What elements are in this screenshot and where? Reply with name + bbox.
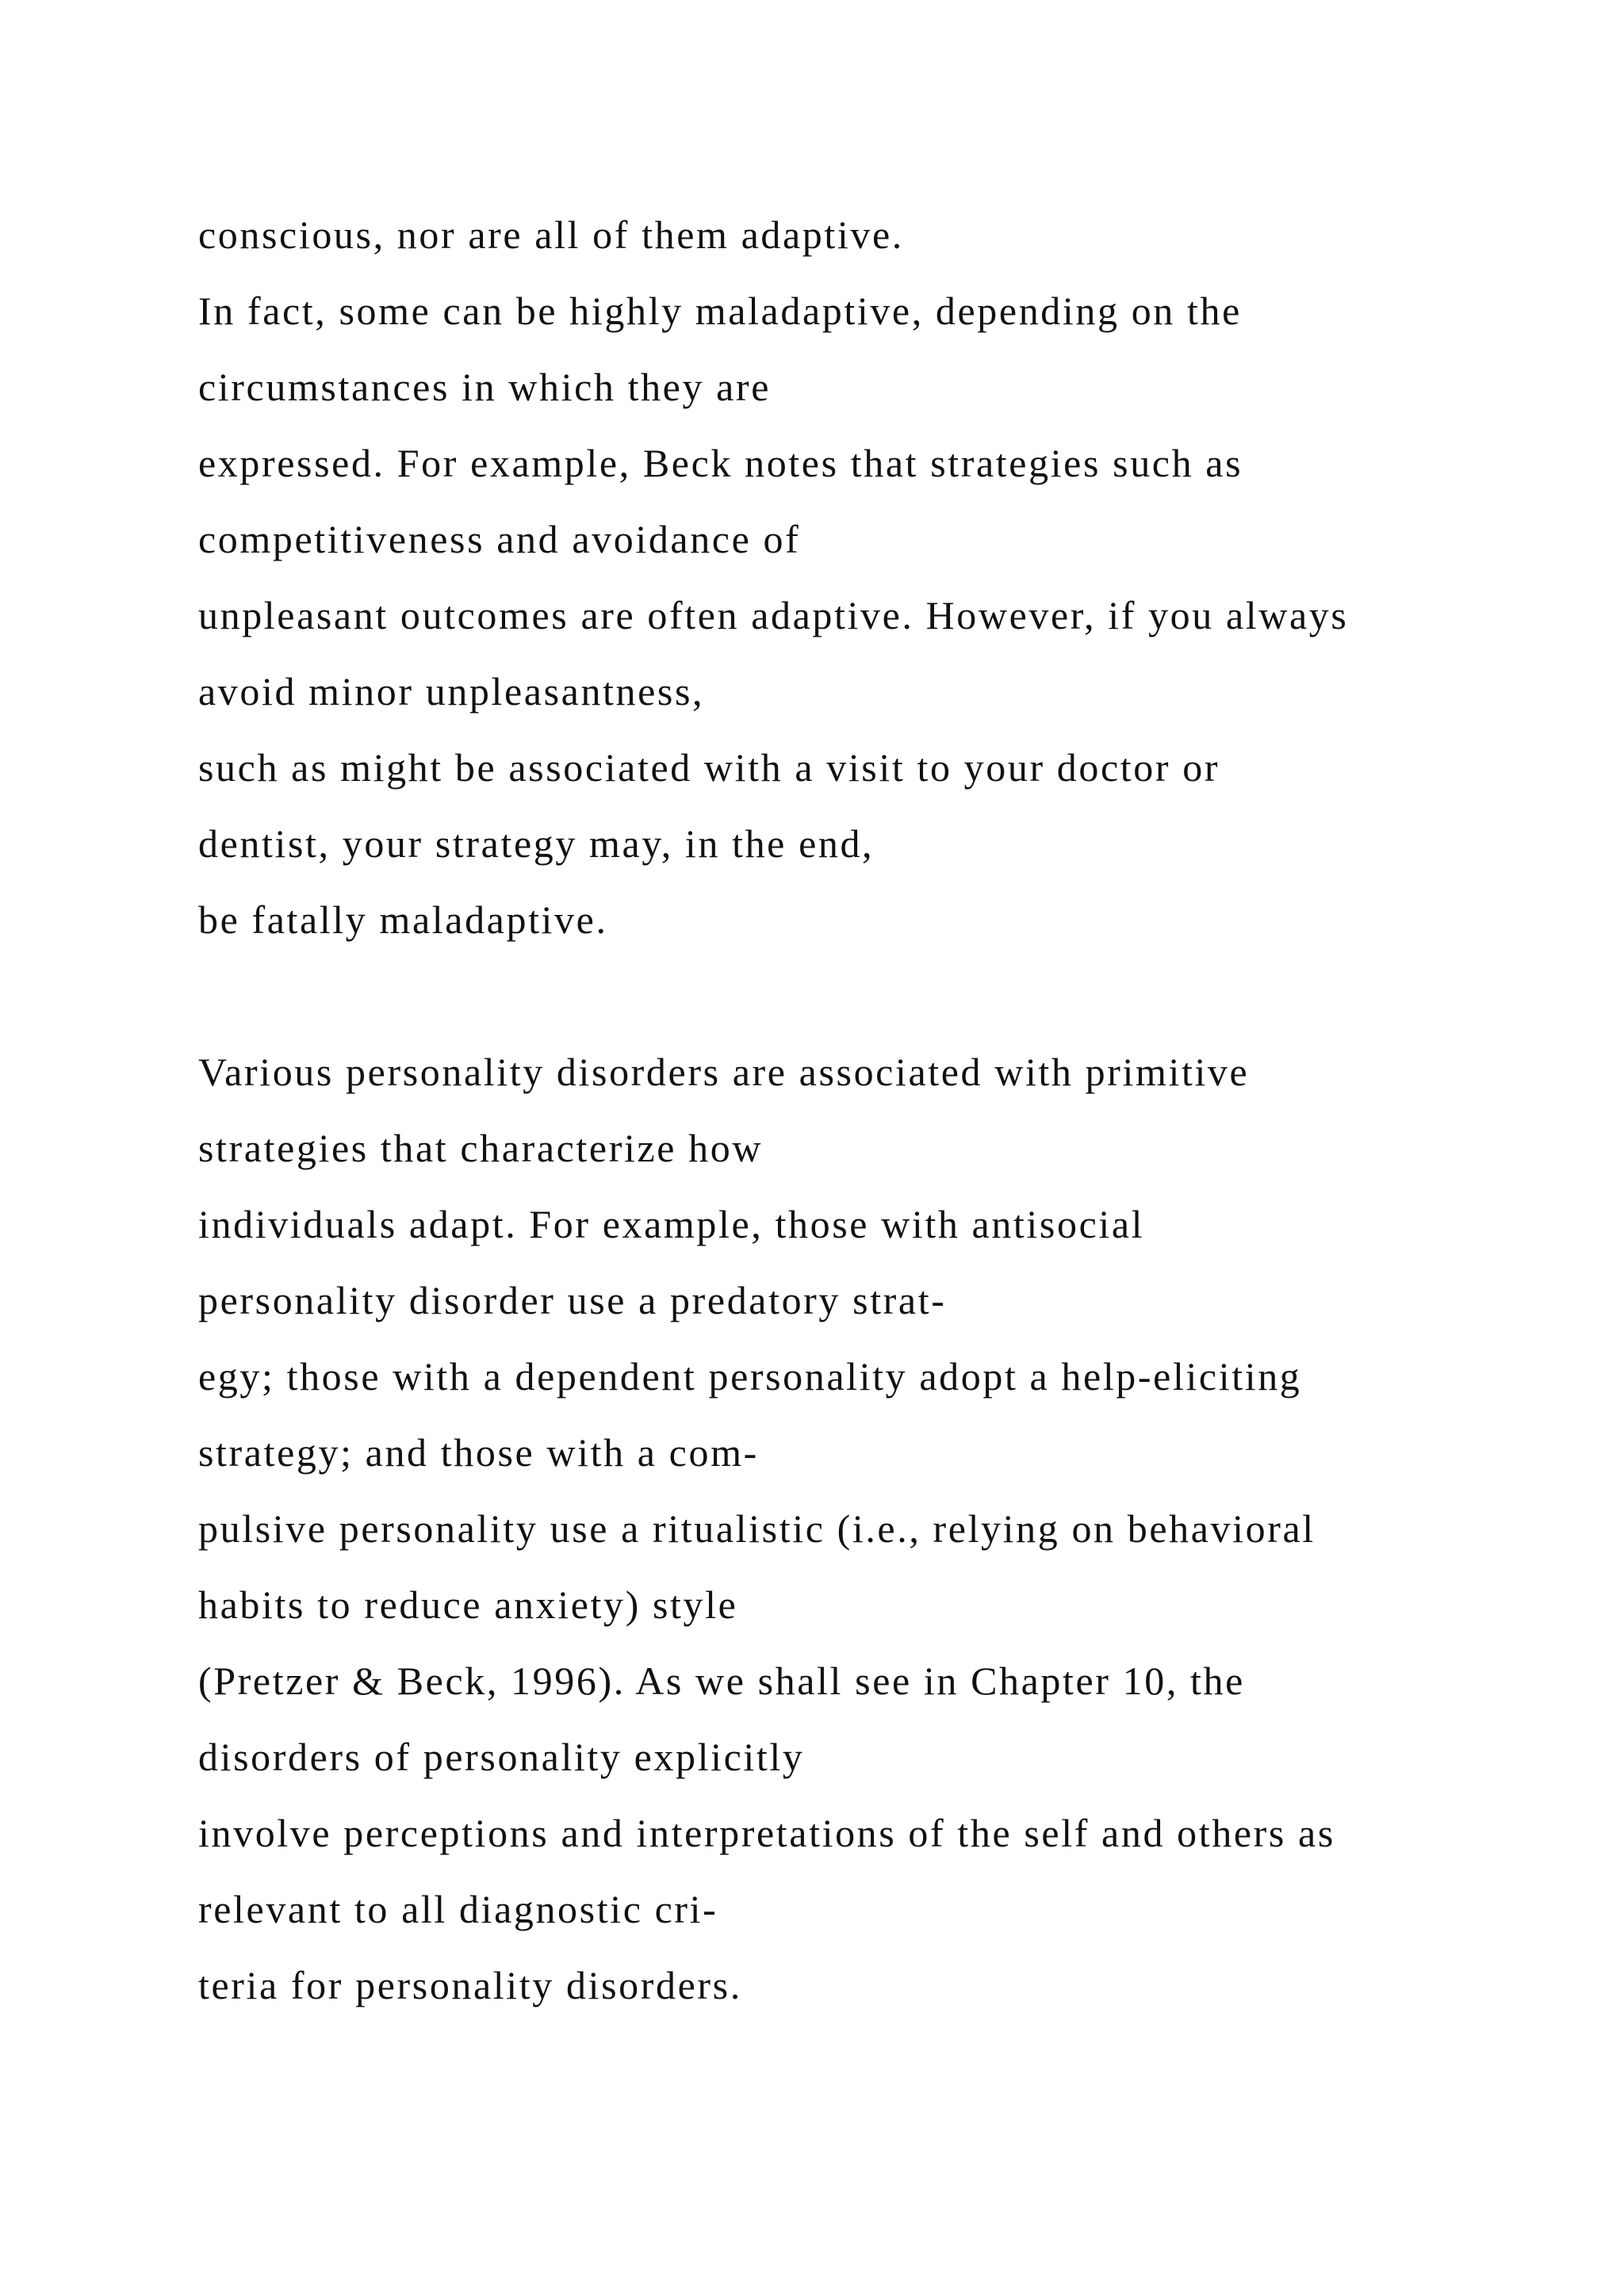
text-line: expressed. For example, Beck notes that strategies such as	[198, 441, 1243, 485]
text-line: personality disorder use a predatory strat-	[198, 1278, 947, 1322]
text-line: egy; those with a dependent personality adopt a help-eliciting	[198, 1354, 1302, 1399]
paragraph-spacer	[198, 958, 1546, 1034]
paragraph-1	[198, 197, 1546, 958]
text-line: strategies that characterize how	[198, 1126, 764, 1170]
text-line: avoid minor unpleasantness,	[198, 669, 705, 714]
text-line: disorders of personality explicitly	[198, 1735, 805, 1779]
text-line: competitiveness and avoidance of	[198, 517, 801, 561]
text-line: pulsive personality use a ritualistic (i.e., relying on behavioral	[198, 1506, 1316, 1551]
text-line: be fatally maladaptive.	[198, 897, 608, 942]
text-line: Various personality disorders are associated with primitive	[198, 1050, 1250, 1094]
document-body	[198, 197, 1546, 2023]
text-line: strategy; and those with a com-	[198, 1430, 759, 1475]
text-line: In fact, some can be highly maladaptive, depending on the	[198, 289, 1242, 333]
text-line: unpleasant outcomes are often adaptive. However, if you always	[198, 593, 1349, 637]
text-line: individuals adapt. For example, those with antisocial	[198, 1202, 1145, 1246]
text-line: dentist, your strategy may, in the end,	[198, 821, 875, 866]
text-line: circumstances in which they are	[198, 365, 772, 409]
text-line: teria for personality disorders.	[198, 1963, 742, 2007]
text-line: involve perceptions and interpretations of the self and others as	[198, 1811, 1335, 1855]
text-line: conscious, nor are all of them adaptive.	[198, 212, 904, 257]
text-line: relevant to all diagnostic cri-	[198, 1887, 718, 1931]
text-line: habits to reduce anxiety) style	[198, 1582, 738, 1627]
paragraph-2	[198, 1034, 1546, 2023]
text-line: such as might be associated with a visit to your doctor or	[198, 745, 1220, 790]
text-line: (Pretzer & Beck, 1996). As we shall see in Chapter 10, the	[198, 1659, 1245, 1703]
